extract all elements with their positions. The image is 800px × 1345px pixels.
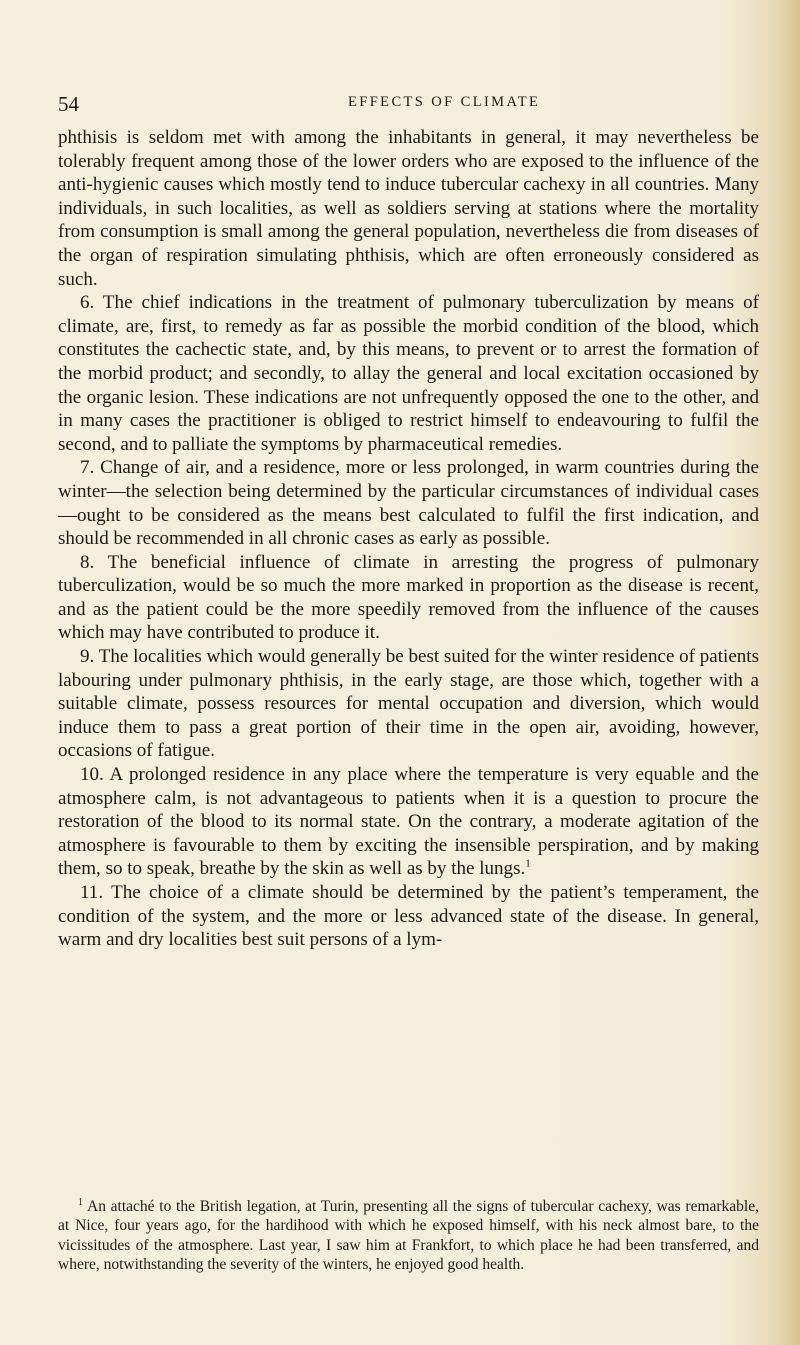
paragraph-6: 6. The chief indications in the treatment of pulmonary tuberculization by means of climate, are, first, to remedy as far as possible the morbid condition of the blood, which constitutes the cachectic state, and, by this means, to prevent or to arrest the formation of the morbid product; and secondly, to allay the general and local excitation occasioned by the organic lesion. These indications are not unfrequently opposed the one to the other, and in many cases the practitioner is obliged to restrict himself to endeavouring to fulfil the second, and to palliate the symptoms by pharmaceutical remedies. bbox=[58, 292, 759, 455]
paragraph-10-text: 10. A prolonged residence in any place where the temperature is very equable and the atmosphere calm, is not advantageous to patients when it is a question to procure the restoration of the blood to its normal state. On the contrary, a moderate agitation of the atmosphere is favourable to them by exciting the insensible perspiration, and by making them, so to speak, breathe by the skin as well as by the lungs. bbox=[58, 764, 759, 880]
page-number: 54 bbox=[58, 92, 79, 116]
page-header bbox=[58, 92, 758, 118]
paragraph-11: 11. The choice of a climate should be determined by the patient’s temperament, the condition of the system, and the more or less advanced state of the disease. In general, warm and dry localities best suit persons of a lym- bbox=[58, 882, 759, 951]
paragraph-10 bbox=[58, 763, 759, 881]
footnote-paragraph bbox=[58, 1197, 759, 1275]
footnote bbox=[58, 1197, 759, 1275]
paragraph-9: 9. The localities which would generally be best suited for the winter residence of patients labouring under pulmonary phthisis, in the early stage, are those which, together with a suitable climate, possess resources for mental occupation and diversion, which would induce them to pass a great portion of their time in the open air, avoiding, however, occasions of fatigue. bbox=[58, 646, 759, 762]
paragraph-continuation: phthisis is seldom met with among the inhabitants in general, it may nevertheless be tolerably frequent among those of the lower orders who are exposed to the influence of the anti-hygienic causes which mostly tend to induce tubercular cachexy in all countries. Many individuals, in such localities, as well as soldiers serving at stations where the mortality from consumption is small among the general population, nevertheless die from diseases of the organ of respiration simulating phthisis, which are often erroneously considered as such. bbox=[58, 127, 759, 290]
running-head: EFFECTS OF CLIMATE bbox=[348, 94, 541, 110]
body-text bbox=[58, 126, 759, 952]
footnote-mark: 1 bbox=[78, 1196, 83, 1208]
paragraph-7: 7. Change of air, and a residence, more or less prolonged, in warm countries during the winter—the selection being determined by the particular circumstances of individual cases—ought to be considered as the means best calculated to fulfil the first indication, and should be recommended in all chronic cases as early as possible. bbox=[58, 457, 759, 550]
footnote-text: An attaché to the British legation, at Turin, presenting all the signs of tubercular cachexy, was remarkable, at Nice, four years ago, for the hardihood with which he exposed himself, with his neck almost bare, to the vicissitudes of the atmosphere. Last year, I saw him at Frankfort, to which place he had been transferred, and where, notwithstanding the severity of the winters, he enjoyed good health. bbox=[58, 1198, 759, 1274]
footnote-reference: 1 bbox=[525, 858, 531, 871]
paragraph-8: 8. The beneficial influence of climate in arresting the progress of pulmonary tuberculization, would be so much the more marked in proportion as the disease is recent, and as the patient could be the more speedily removed from the influence of the causes which may have contributed to produce it. bbox=[58, 551, 759, 644]
